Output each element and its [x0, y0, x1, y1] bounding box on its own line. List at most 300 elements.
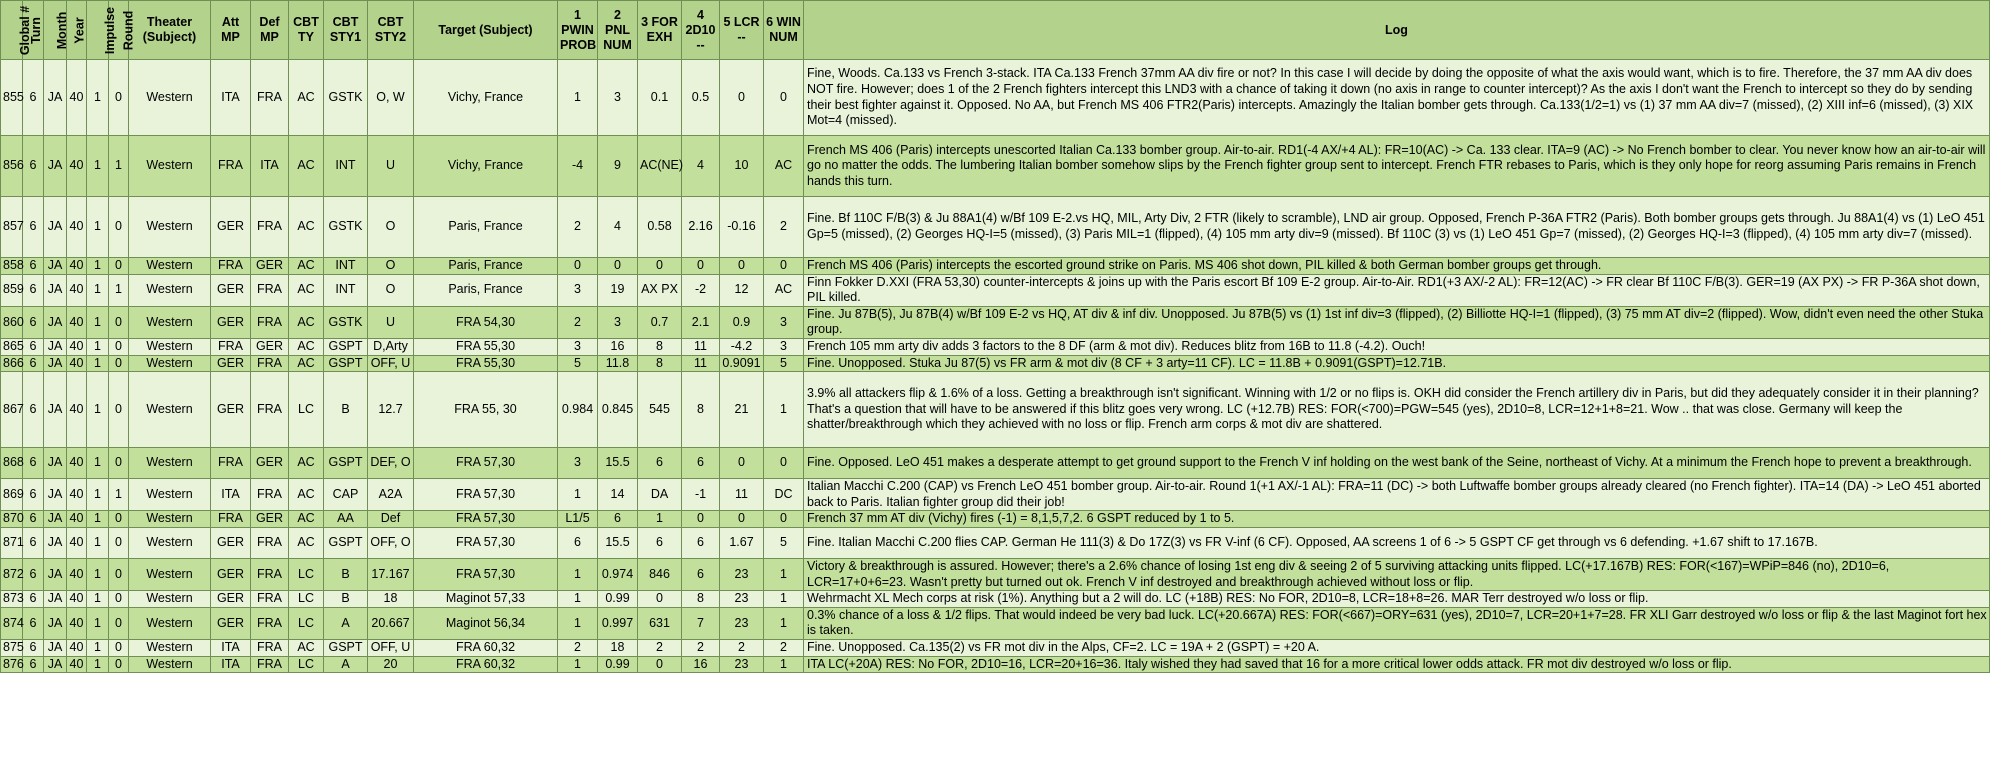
- cell-global-number[interactable]: 857: [1, 197, 23, 258]
- cell-cbt-sty1[interactable]: A: [324, 656, 368, 673]
- cell-global-number[interactable]: 860: [1, 306, 23, 338]
- cell-impulse[interactable]: 1: [87, 258, 109, 275]
- cell-def-mp[interactable]: FRA: [251, 607, 289, 639]
- cell-year[interactable]: 40: [67, 479, 87, 511]
- cell-month[interactable]: JA: [44, 60, 67, 136]
- cell-2d10[interactable]: 0: [682, 511, 720, 528]
- cell-impulse[interactable]: 1: [87, 591, 109, 608]
- cell-cbt-sty2[interactable]: D,Arty: [368, 338, 414, 355]
- cell-cbt-ty[interactable]: AC: [289, 338, 324, 355]
- cell-impulse[interactable]: 1: [87, 607, 109, 639]
- cell-lcr[interactable]: 23: [720, 591, 764, 608]
- cell-turn[interactable]: 6: [23, 197, 44, 258]
- cell-lcr[interactable]: 2: [720, 639, 764, 656]
- cell-global-number[interactable]: 871: [1, 527, 23, 558]
- cell-pwin-prob[interactable]: 2: [558, 197, 598, 258]
- cell-log[interactable]: French 105 mm arty div adds 3 factors to the 8 DF (arm & mot div). Reduces blitz from 16B to 11.8 (-4.2). Ouch!: [804, 338, 1990, 355]
- cell-win-num[interactable]: AC: [764, 136, 804, 197]
- cell-def-mp[interactable]: FRA: [251, 639, 289, 656]
- cell-lcr[interactable]: 1.67: [720, 527, 764, 558]
- cell-cbt-sty2[interactable]: OFF, U: [368, 639, 414, 656]
- cell-month[interactable]: JA: [44, 639, 67, 656]
- cell-target[interactable]: FRA 57,30: [414, 448, 558, 479]
- cell-target[interactable]: FRA 60,32: [414, 656, 558, 673]
- cell-2d10[interactable]: 11: [682, 355, 720, 372]
- cell-pnl-num[interactable]: 6: [598, 511, 638, 528]
- cell-impulse[interactable]: 1: [87, 448, 109, 479]
- cell-cbt-ty[interactable]: AC: [289, 639, 324, 656]
- cell-for-exh[interactable]: DA: [638, 479, 682, 511]
- cell-target[interactable]: Paris, France: [414, 197, 558, 258]
- cell-global-number[interactable]: 870: [1, 511, 23, 528]
- cell-impulse[interactable]: 1: [87, 136, 109, 197]
- cell-att-mp[interactable]: GER: [211, 527, 251, 558]
- cell-for-exh[interactable]: 545: [638, 372, 682, 448]
- cell-2d10[interactable]: 2.16: [682, 197, 720, 258]
- cell-theater[interactable]: Western: [129, 136, 211, 197]
- cell-year[interactable]: 40: [67, 372, 87, 448]
- cell-pwin-prob[interactable]: 1: [558, 558, 598, 590]
- cell-2d10[interactable]: 16: [682, 656, 720, 673]
- table-row[interactable]: [1, 511, 1990, 528]
- cell-cbt-sty2[interactable]: U: [368, 136, 414, 197]
- cell-month[interactable]: JA: [44, 479, 67, 511]
- cell-win-num[interactable]: AC: [764, 274, 804, 306]
- cell-att-mp[interactable]: ITA: [211, 479, 251, 511]
- table-row[interactable]: [1, 136, 1990, 197]
- cell-pwin-prob[interactable]: 1: [558, 60, 598, 136]
- cell-round[interactable]: 0: [109, 258, 129, 275]
- cell-2d10[interactable]: 2: [682, 639, 720, 656]
- cell-2d10[interactable]: -1: [682, 479, 720, 511]
- cell-2d10[interactable]: -2: [682, 274, 720, 306]
- cell-year[interactable]: 40: [67, 355, 87, 372]
- cell-cbt-sty1[interactable]: GSPT: [324, 639, 368, 656]
- cell-def-mp[interactable]: GER: [251, 511, 289, 528]
- cell-log[interactable]: French MS 406 (Paris) intercepts the escorted ground strike on Paris. MS 406 shot down, PIL killed & both German bomber groups get through.: [804, 258, 1990, 275]
- table-row[interactable]: [1, 527, 1990, 558]
- table-row[interactable]: [1, 558, 1990, 590]
- table-row[interactable]: [1, 656, 1990, 673]
- cell-theater[interactable]: Western: [129, 274, 211, 306]
- cell-month[interactable]: JA: [44, 607, 67, 639]
- cell-target[interactable]: Maginot 57,33: [414, 591, 558, 608]
- cell-cbt-sty1[interactable]: CAP: [324, 479, 368, 511]
- cell-for-exh[interactable]: 2: [638, 639, 682, 656]
- cell-global-number[interactable]: 866: [1, 355, 23, 372]
- cell-round[interactable]: 0: [109, 448, 129, 479]
- cell-round[interactable]: 0: [109, 607, 129, 639]
- cell-year[interactable]: 40: [67, 306, 87, 338]
- cell-target[interactable]: FRA 54,30: [414, 306, 558, 338]
- cell-impulse[interactable]: 1: [87, 306, 109, 338]
- cell-cbt-sty2[interactable]: 20.667: [368, 607, 414, 639]
- cell-turn[interactable]: 6: [23, 639, 44, 656]
- cell-for-exh[interactable]: 0.58: [638, 197, 682, 258]
- cell-year[interactable]: 40: [67, 591, 87, 608]
- cell-round[interactable]: 0: [109, 306, 129, 338]
- table-row[interactable]: [1, 591, 1990, 608]
- cell-lcr[interactable]: 21: [720, 372, 764, 448]
- cell-def-mp[interactable]: FRA: [251, 656, 289, 673]
- cell-for-exh[interactable]: 0: [638, 656, 682, 673]
- cell-month[interactable]: JA: [44, 355, 67, 372]
- cell-log[interactable]: Fine. Opposed. LeO 451 makes a desperate attempt to get ground support to the French V inf holding on the west bank of the Seine, northeast of Vichy. At a minimum the French hope to prevent a breakthrough.: [804, 448, 1990, 479]
- cell-pwin-prob[interactable]: L1/5: [558, 511, 598, 528]
- cell-round[interactable]: 1: [109, 479, 129, 511]
- column-header-pwin-prob[interactable]: 1 PWIN PROB: [558, 1, 598, 60]
- cell-pnl-num[interactable]: 0.845: [598, 372, 638, 448]
- cell-att-mp[interactable]: FRA: [211, 136, 251, 197]
- cell-target[interactable]: Vichy, France: [414, 136, 558, 197]
- cell-pwin-prob[interactable]: 2: [558, 639, 598, 656]
- cell-month[interactable]: JA: [44, 338, 67, 355]
- cell-pwin-prob[interactable]: 5: [558, 355, 598, 372]
- cell-att-mp[interactable]: ITA: [211, 656, 251, 673]
- cell-lcr[interactable]: -0.16: [720, 197, 764, 258]
- cell-year[interactable]: 40: [67, 448, 87, 479]
- cell-lcr[interactable]: 11: [720, 479, 764, 511]
- cell-2d10[interactable]: 0: [682, 258, 720, 275]
- cell-theater[interactable]: Western: [129, 639, 211, 656]
- cell-impulse[interactable]: 1: [87, 639, 109, 656]
- cell-log[interactable]: Fine. Bf 110C F/B(3) & Ju 88A1(4) w/Bf 109 E-2.vs HQ, MIL, Arty Div, 2 FTR (likely to scramble), LND air group. Opposed, French P-36A FTR2 (Paris). Both bomber groups gets through. Ju 88A1(4) vs (1) LeO 451 Gp=5 (missed), (2) Georges HQ-I=5 (missed), (3) Paris MIL=1 (flipped), (4) 105 mm arty div=9 (missed). Bf 110C (3) vs (1) LeO 451 Gp=7 (missed), (2) Georges HQ-I=3 (flipped), (4) 105 mm arty div=7 (missed).: [804, 197, 1990, 258]
- cell-target[interactable]: FRA 57,30: [414, 527, 558, 558]
- cell-att-mp[interactable]: FRA: [211, 448, 251, 479]
- cell-cbt-ty[interactable]: LC: [289, 591, 324, 608]
- cell-cbt-ty[interactable]: AC: [289, 60, 324, 136]
- cell-att-mp[interactable]: GER: [211, 607, 251, 639]
- cell-impulse[interactable]: 1: [87, 197, 109, 258]
- cell-win-num[interactable]: 0: [764, 511, 804, 528]
- cell-global-number[interactable]: 874: [1, 607, 23, 639]
- cell-pwin-prob[interactable]: 1: [558, 479, 598, 511]
- table-row[interactable]: [1, 306, 1990, 338]
- cell-win-num[interactable]: 5: [764, 527, 804, 558]
- cell-target[interactable]: FRA 55,30: [414, 355, 558, 372]
- cell-theater[interactable]: Western: [129, 607, 211, 639]
- cell-cbt-sty1[interactable]: GSPT: [324, 338, 368, 355]
- cell-def-mp[interactable]: FRA: [251, 355, 289, 372]
- cell-cbt-sty2[interactable]: DEF, O: [368, 448, 414, 479]
- cell-theater[interactable]: Western: [129, 338, 211, 355]
- cell-pwin-prob[interactable]: 0: [558, 258, 598, 275]
- cell-target[interactable]: FRA 55,30: [414, 338, 558, 355]
- cell-cbt-ty[interactable]: AC: [289, 479, 324, 511]
- table-row[interactable]: [1, 355, 1990, 372]
- cell-pnl-num[interactable]: 0.974: [598, 558, 638, 590]
- cell-cbt-sty2[interactable]: Def: [368, 511, 414, 528]
- cell-pnl-num[interactable]: 11.8: [598, 355, 638, 372]
- cell-pnl-num[interactable]: 16: [598, 338, 638, 355]
- table-row[interactable]: [1, 338, 1990, 355]
- cell-win-num[interactable]: 1: [764, 656, 804, 673]
- cell-cbt-sty1[interactable]: GSPT: [324, 527, 368, 558]
- cell-target[interactable]: Paris, France: [414, 258, 558, 275]
- cell-turn[interactable]: 6: [23, 527, 44, 558]
- cell-for-exh[interactable]: 8: [638, 355, 682, 372]
- cell-global-number[interactable]: 872: [1, 558, 23, 590]
- cell-turn[interactable]: 6: [23, 656, 44, 673]
- cell-cbt-sty1[interactable]: GSPT: [324, 448, 368, 479]
- table-row[interactable]: [1, 607, 1990, 639]
- cell-round[interactable]: 0: [109, 527, 129, 558]
- cell-year[interactable]: 40: [67, 558, 87, 590]
- cell-target[interactable]: Maginot 56,34: [414, 607, 558, 639]
- cell-round[interactable]: 0: [109, 338, 129, 355]
- cell-theater[interactable]: Western: [129, 511, 211, 528]
- cell-round[interactable]: 0: [109, 639, 129, 656]
- cell-att-mp[interactable]: ITA: [211, 639, 251, 656]
- cell-impulse[interactable]: 1: [87, 60, 109, 136]
- cell-impulse[interactable]: 1: [87, 274, 109, 306]
- cell-pwin-prob[interactable]: 3: [558, 448, 598, 479]
- cell-pnl-num[interactable]: 3: [598, 60, 638, 136]
- cell-impulse[interactable]: 1: [87, 656, 109, 673]
- cell-global-number[interactable]: 873: [1, 591, 23, 608]
- cell-cbt-sty2[interactable]: 18: [368, 591, 414, 608]
- cell-target[interactable]: FRA 57,30: [414, 479, 558, 511]
- cell-att-mp[interactable]: GER: [211, 306, 251, 338]
- cell-log[interactable]: Fine. Ju 87B(5), Ju 87B(4) w/Bf 109 E-2 vs HQ, AT div & inf div. Unopposed. Ju 87B(5) vs (1) 1st inf div=3 (flipped), (2) Billiotte HQ-I=1 (flipped), (3) 75 mm AT div=2 (flipped). Wow, didn't even need the other Stuka group.: [804, 306, 1990, 338]
- cell-theater[interactable]: Western: [129, 448, 211, 479]
- cell-def-mp[interactable]: GER: [251, 258, 289, 275]
- cell-global-number[interactable]: 867: [1, 372, 23, 448]
- column-header-win-num[interactable]: 6 WIN NUM: [764, 1, 804, 60]
- cell-cbt-sty1[interactable]: A: [324, 607, 368, 639]
- cell-def-mp[interactable]: FRA: [251, 197, 289, 258]
- cell-att-mp[interactable]: FRA: [211, 338, 251, 355]
- cell-impulse[interactable]: 1: [87, 372, 109, 448]
- cell-def-mp[interactable]: GER: [251, 448, 289, 479]
- cell-turn[interactable]: 6: [23, 306, 44, 338]
- cell-year[interactable]: 40: [67, 511, 87, 528]
- cell-theater[interactable]: Western: [129, 591, 211, 608]
- cell-for-exh[interactable]: 0.7: [638, 306, 682, 338]
- cell-def-mp[interactable]: FRA: [251, 274, 289, 306]
- cell-month[interactable]: JA: [44, 306, 67, 338]
- cell-cbt-sty1[interactable]: AA: [324, 511, 368, 528]
- cell-cbt-sty1[interactable]: GSTK: [324, 60, 368, 136]
- column-header-for-exh[interactable]: 3 FOR EXH: [638, 1, 682, 60]
- cell-turn[interactable]: 6: [23, 136, 44, 197]
- cell-global-number[interactable]: 856: [1, 136, 23, 197]
- cell-year[interactable]: 40: [67, 639, 87, 656]
- cell-log[interactable]: Italian Macchi C.200 (CAP) vs French LeO 451 bomber group. Air-to-air. Round 1(+1 AX/-1 AL): FRA=11 (DC) -> both Luftwaffe bomber groups already cleared (no French fighter). ITA=14 (DA) -> LeO 451 aborted back to Paris. Italian fighter group did their job!: [804, 479, 1990, 511]
- cell-att-mp[interactable]: FRA: [211, 511, 251, 528]
- cell-cbt-sty1[interactable]: INT: [324, 274, 368, 306]
- cell-cbt-sty1[interactable]: GSPT: [324, 355, 368, 372]
- cell-round[interactable]: 0: [109, 197, 129, 258]
- cell-theater[interactable]: Western: [129, 355, 211, 372]
- cell-for-exh[interactable]: 631: [638, 607, 682, 639]
- cell-cbt-ty[interactable]: AC: [289, 258, 324, 275]
- cell-pnl-num[interactable]: 0.99: [598, 656, 638, 673]
- cell-def-mp[interactable]: FRA: [251, 591, 289, 608]
- table-row[interactable]: [1, 479, 1990, 511]
- cell-theater[interactable]: Western: [129, 527, 211, 558]
- cell-impulse[interactable]: 1: [87, 558, 109, 590]
- cell-for-exh[interactable]: 6: [638, 448, 682, 479]
- cell-for-exh[interactable]: 0: [638, 591, 682, 608]
- column-header-att-mp[interactable]: Att MP: [211, 1, 251, 60]
- cell-win-num[interactable]: 1: [764, 607, 804, 639]
- cell-month[interactable]: JA: [44, 656, 67, 673]
- cell-cbt-sty1[interactable]: GSTK: [324, 197, 368, 258]
- cell-def-mp[interactable]: ITA: [251, 136, 289, 197]
- cell-log[interactable]: French MS 406 (Paris) intercepts unescorted Italian Ca.133 bomber group. Air-to-air. RD1(-4 AX/+4 AL): FR=10(AC) -> Ca. 133 clear. ITA=9 (AC) -> No French bomber to clear. You never know how an air-to-air will go no matter the odds. The lumbering Italian bomber somehow slips by the French fighter group sent to intercept. French FTR rebases to Paris, which is they only hope for reorg assuming Paris remains in French hands this turn.: [804, 136, 1990, 197]
- cell-month[interactable]: JA: [44, 448, 67, 479]
- cell-2d10[interactable]: 6: [682, 558, 720, 590]
- cell-target[interactable]: Vichy, France: [414, 60, 558, 136]
- cell-pwin-prob[interactable]: 2: [558, 306, 598, 338]
- cell-log[interactable]: ITA LC(+20A) RES: No FOR, 2D10=16, LCR=20+16=36. Italy wished they had saved that 16 for a more critical lower odds attack. FR mot div destroyed w/o loss or flip.: [804, 656, 1990, 673]
- cell-lcr[interactable]: 23: [720, 607, 764, 639]
- cell-round[interactable]: 0: [109, 558, 129, 590]
- cell-for-exh[interactable]: 8: [638, 338, 682, 355]
- table-row[interactable]: [1, 60, 1990, 136]
- cell-cbt-ty[interactable]: LC: [289, 656, 324, 673]
- cell-log[interactable]: Victory & breakthrough is assured. However; there's a 2.6% chance of losing 1st eng div & seeing 2 of 5 surviving attacking units flipped. LC(+17.167B) RES: FOR(<167)=WPiP=846 (no), 2D10=6, LCR=17+0+6=23. Wasn't pretty but turned out ok. French V inf destroyed and breakthrough achieved without loss or flip.: [804, 558, 1990, 590]
- cell-turn[interactable]: 6: [23, 355, 44, 372]
- cell-turn[interactable]: 6: [23, 607, 44, 639]
- cell-turn[interactable]: 6: [23, 448, 44, 479]
- cell-for-exh[interactable]: 0: [638, 258, 682, 275]
- cell-impulse[interactable]: 1: [87, 511, 109, 528]
- cell-2d10[interactable]: 8: [682, 372, 720, 448]
- cell-log[interactable]: Fine, Woods. Ca.133 vs French 3-stack. ITA Ca.133 French 37mm AA div fire or not? In this case I will decide by doing the opposite of what the axis would want, which is to fire. Therefore, the 37 mm AA div does NOT fire. However; does 1 of the 2 French fighters intercept this LND3 with a chance of taking it down (no axis in range to counter intercept)? As the axis I don't want the French to intercept so they do by sending their best fighter against it. Opposed. No AA, but French MS 406 FTR2(Paris) intercepts. Amazingly the Italian bomber gets through. Ca.133(1/2=1) vs (1) 37 mm AA div=7 (missed), (2) XIII inf=6 (missed), (3) XIX Mot=4 (missed).: [804, 60, 1990, 136]
- cell-log[interactable]: Fine. Italian Macchi C.200 flies CAP. German He 111(3) & Do 17Z(3) vs FR V-inf (6 CF). Opposed, AA screens 1 of 6 -> 5 GSPT CF get through vs 6 defending. +1.67 shift to 17.167B.: [804, 527, 1990, 558]
- cell-target[interactable]: FRA 55, 30: [414, 372, 558, 448]
- cell-pwin-prob[interactable]: -4: [558, 136, 598, 197]
- cell-global-number[interactable]: 859: [1, 274, 23, 306]
- cell-global-number[interactable]: 855: [1, 60, 23, 136]
- cell-cbt-sty1[interactable]: B: [324, 591, 368, 608]
- cell-year[interactable]: 40: [67, 527, 87, 558]
- cell-lcr[interactable]: 0: [720, 258, 764, 275]
- cell-log[interactable]: Wehrmacht XL Mech corps at risk (1%). Anything but a 2 will do. LC (+18B) RES: No FOR, 2D10=8, LCR=18+8=26. MAR Terr destroyed w/o loss or flip.: [804, 591, 1990, 608]
- cell-target[interactable]: FRA 57,30: [414, 511, 558, 528]
- cell-pwin-prob[interactable]: 0.984: [558, 372, 598, 448]
- cell-pnl-num[interactable]: 3: [598, 306, 638, 338]
- cell-pwin-prob[interactable]: 6: [558, 527, 598, 558]
- cell-turn[interactable]: 6: [23, 558, 44, 590]
- cell-cbt-ty[interactable]: LC: [289, 372, 324, 448]
- cell-cbt-sty2[interactable]: 12.7: [368, 372, 414, 448]
- cell-turn[interactable]: 6: [23, 479, 44, 511]
- cell-pnl-num[interactable]: 14: [598, 479, 638, 511]
- cell-pnl-num[interactable]: 0.997: [598, 607, 638, 639]
- cell-pnl-num[interactable]: 0.99: [598, 591, 638, 608]
- cell-theater[interactable]: Western: [129, 197, 211, 258]
- cell-pnl-num[interactable]: 15.5: [598, 448, 638, 479]
- cell-cbt-ty[interactable]: AC: [289, 136, 324, 197]
- cell-theater[interactable]: Western: [129, 306, 211, 338]
- cell-month[interactable]: JA: [44, 372, 67, 448]
- cell-theater[interactable]: Western: [129, 60, 211, 136]
- cell-2d10[interactable]: 6: [682, 527, 720, 558]
- cell-theater[interactable]: Western: [129, 372, 211, 448]
- cell-def-mp[interactable]: FRA: [251, 479, 289, 511]
- cell-att-mp[interactable]: FRA: [211, 258, 251, 275]
- cell-impulse[interactable]: 1: [87, 338, 109, 355]
- cell-cbt-sty2[interactable]: OFF, U: [368, 355, 414, 372]
- cell-year[interactable]: 40: [67, 197, 87, 258]
- cell-log[interactable]: Finn Fokker D.XXI (FRA 53,30) counter-intercepts & joins up with the Paris escort Bf 109 E-2 group. Air-to-Air. RD1(+3 AX/-2 AL): FR=12(AC) -> FR clear Bf 110C F/B(3). GER=19 (AX PX) -> FR P-36A shot down, PIL killed.: [804, 274, 1990, 306]
- cell-cbt-sty2[interactable]: O: [368, 197, 414, 258]
- cell-def-mp[interactable]: FRA: [251, 60, 289, 136]
- cell-2d10[interactable]: 0.5: [682, 60, 720, 136]
- cell-for-exh[interactable]: 6: [638, 527, 682, 558]
- cell-cbt-ty[interactable]: AC: [289, 274, 324, 306]
- cell-cbt-ty[interactable]: LC: [289, 607, 324, 639]
- cell-att-mp[interactable]: ITA: [211, 60, 251, 136]
- table-row[interactable]: [1, 448, 1990, 479]
- table-row[interactable]: [1, 639, 1990, 656]
- cell-month[interactable]: JA: [44, 197, 67, 258]
- cell-lcr[interactable]: 0: [720, 511, 764, 528]
- column-header-target[interactable]: Target (Subject): [414, 1, 558, 60]
- cell-cbt-ty[interactable]: AC: [289, 306, 324, 338]
- column-header-cbt-ty[interactable]: CBT TY: [289, 1, 324, 60]
- cell-turn[interactable]: 6: [23, 511, 44, 528]
- cell-lcr[interactable]: 12: [720, 274, 764, 306]
- cell-cbt-ty[interactable]: AC: [289, 197, 324, 258]
- cell-round[interactable]: 1: [109, 274, 129, 306]
- cell-turn[interactable]: 6: [23, 338, 44, 355]
- cell-2d10[interactable]: 4: [682, 136, 720, 197]
- cell-def-mp[interactable]: GER: [251, 338, 289, 355]
- cell-att-mp[interactable]: GER: [211, 274, 251, 306]
- cell-impulse[interactable]: 1: [87, 355, 109, 372]
- cell-pwin-prob[interactable]: 1: [558, 607, 598, 639]
- column-header-cbt-sty2[interactable]: CBT STY2: [368, 1, 414, 60]
- cell-cbt-ty[interactable]: AC: [289, 355, 324, 372]
- cell-lcr[interactable]: 0.9091: [720, 355, 764, 372]
- cell-cbt-sty1[interactable]: B: [324, 372, 368, 448]
- cell-cbt-ty[interactable]: AC: [289, 511, 324, 528]
- cell-turn[interactable]: 6: [23, 372, 44, 448]
- cell-year[interactable]: 40: [67, 136, 87, 197]
- cell-cbt-sty1[interactable]: B: [324, 558, 368, 590]
- cell-win-num[interactable]: 3: [764, 306, 804, 338]
- cell-round[interactable]: 0: [109, 355, 129, 372]
- cell-def-mp[interactable]: FRA: [251, 306, 289, 338]
- cell-2d10[interactable]: 8: [682, 591, 720, 608]
- cell-round[interactable]: 0: [109, 591, 129, 608]
- cell-for-exh[interactable]: 1: [638, 511, 682, 528]
- cell-round[interactable]: 0: [109, 511, 129, 528]
- cell-log[interactable]: 0.3% chance of a loss & 1/2 flips. That would indeed be very bad luck. LC(+20.667A) RES: FOR(<667)=ORY=631 (yes), 2D10=7, LCR=20+1+7=28. FR XLI Garr destroyed w/o loss or flip & the last Maginot fort hex is taken.: [804, 607, 1990, 639]
- cell-pnl-num[interactable]: 4: [598, 197, 638, 258]
- cell-theater[interactable]: Western: [129, 258, 211, 275]
- cell-target[interactable]: FRA 57,30: [414, 558, 558, 590]
- cell-theater[interactable]: Western: [129, 558, 211, 590]
- cell-log[interactable]: Fine. Unopposed. Ca.135(2) vs FR mot div in the Alps, CF=2. LC = 19A + 2 (GSPT) = +20 A.: [804, 639, 1990, 656]
- cell-cbt-sty2[interactable]: 20: [368, 656, 414, 673]
- cell-global-number[interactable]: 876: [1, 656, 23, 673]
- cell-win-num[interactable]: 2: [764, 639, 804, 656]
- column-header-log[interactable]: Log: [804, 1, 1990, 60]
- cell-att-mp[interactable]: GER: [211, 558, 251, 590]
- table-row[interactable]: [1, 274, 1990, 306]
- column-header-global-number[interactable]: [1, 1, 33, 60]
- cell-pnl-num[interactable]: 19: [598, 274, 638, 306]
- cell-impulse[interactable]: 1: [87, 479, 109, 511]
- table-row[interactable]: [1, 372, 1990, 448]
- cell-cbt-ty[interactable]: AC: [289, 527, 324, 558]
- cell-def-mp[interactable]: FRA: [251, 372, 289, 448]
